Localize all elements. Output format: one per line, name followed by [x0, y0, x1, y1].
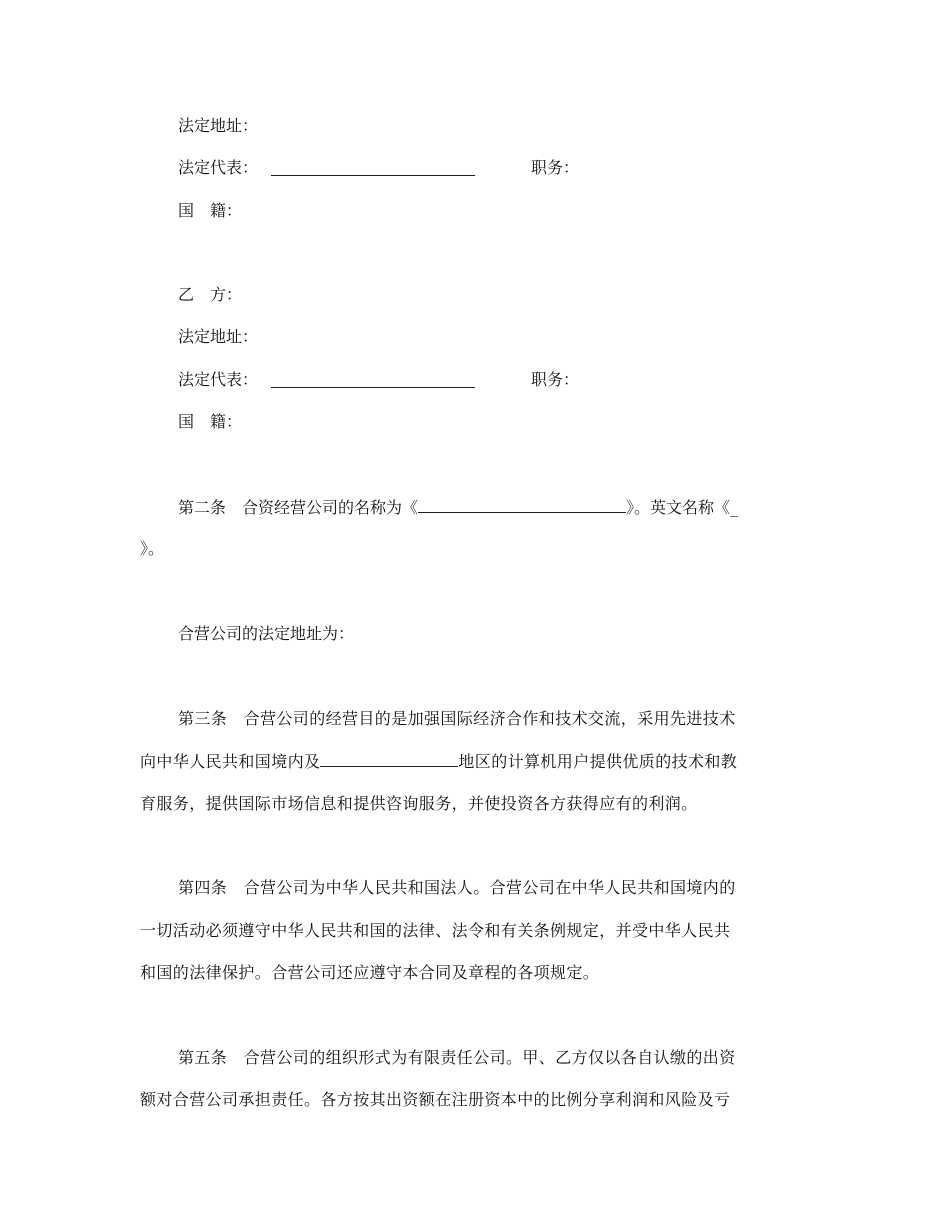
- party-a-representative-label: 法定代表：: [178, 158, 259, 177]
- article-4-line-2: 一切活动必须遵守中华人民共和国的法律、法令和有关条例规定，并受中华人民共: [140, 921, 731, 940]
- party-b-address-label: 法定地址：: [178, 327, 259, 346]
- company-name-blank[interactable]: [418, 497, 626, 513]
- article-3-line-1: 第三条 合营公司的经营目的是加强国际经济合作和技术交流，采用先进技术: [178, 709, 736, 728]
- region-blank[interactable]: [320, 751, 458, 767]
- party-b-nationality-label: 国 籍：: [178, 412, 243, 431]
- party-b-representative-blank[interactable]: [271, 372, 475, 388]
- article-3-line-2: [140, 751, 737, 771]
- article-4-line-1: 第四条 合营公司为中华人民共和国法人。合营公司在中华人民共和国境内的: [178, 878, 736, 897]
- party-a-representative-blank[interactable]: [271, 160, 475, 176]
- article-3-line-3: 育服务，提供国际市场信息和提供咨询服务，并使投资各方获得应有的利润。: [140, 794, 698, 813]
- party-a-address-label: 法定地址：: [178, 116, 259, 135]
- article-3-region-suffix: 地区的计算机用户提供优质的技术和教: [458, 752, 738, 771]
- party-b-label: 乙 方：: [178, 285, 243, 304]
- article-5-line-1: 第五条 合营公司的组织形式为有限责任公司。甲、乙方仅以各自认缴的出资: [178, 1048, 736, 1067]
- article-2-line-2: 》。: [140, 539, 165, 558]
- article-3-region-prefix: 向中华人民共和国境内及: [140, 752, 321, 771]
- article-2-name-prefix: 第二条 合资经营公司的名称为《: [178, 498, 419, 517]
- party-a-nationality-label: 国 籍：: [178, 201, 243, 220]
- article-4-line-3: 和国的法律保护。合营公司还应遵守本合同及章程的各项规定。: [140, 963, 600, 982]
- party-b-position-label: 职务：: [531, 370, 580, 389]
- article-2-name-suffix: 》。英文名称《_: [626, 498, 739, 517]
- party-b-representative-label: 法定代表：: [178, 370, 259, 389]
- article-2-line-1: [178, 497, 738, 517]
- legal-address-paragraph: 合营公司的法定地址为：: [178, 624, 355, 643]
- party-a-position-label: 职务：: [531, 158, 580, 177]
- article-5-line-2: 额对合营公司承担责任。各方按其出资额在注册资本中的比例分享利润和风险及亏: [140, 1090, 731, 1109]
